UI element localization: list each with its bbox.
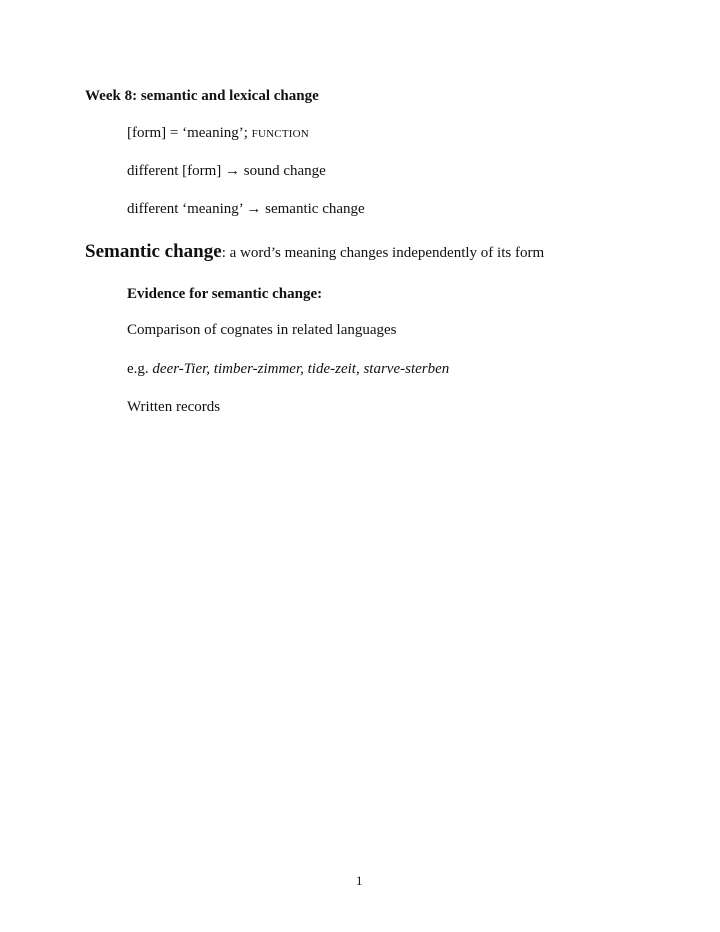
written-records-line: Written records bbox=[127, 399, 221, 415]
sound-change-line: different [form] → sound change bbox=[127, 163, 326, 179]
example-words: deer-Tier, timber-zimmer, tide-zeit, starve-sterben bbox=[152, 361, 450, 377]
semantic-change-line: different ‘meaning’ → semantic change bbox=[127, 201, 365, 217]
form-meaning-line bbox=[127, 124, 309, 143]
document-heading: Week 8: semantic and lexical change bbox=[85, 88, 319, 104]
page-number: 1 bbox=[356, 873, 363, 888]
form-meaning-text: [form] = ‘meaning’; bbox=[127, 125, 252, 141]
example-line bbox=[127, 360, 449, 378]
cognates-line: Comparison of cognates in related languages bbox=[127, 322, 397, 338]
semantic-change-term: Semantic change bbox=[85, 241, 222, 262]
semantic-change-explanation: : a word’s meaning changes independently of its form bbox=[221, 245, 545, 261]
function-label: FUNCTION bbox=[251, 128, 309, 140]
example-prefix: e.g. bbox=[127, 361, 153, 377]
semantic-change-definition bbox=[85, 241, 544, 264]
evidence-heading: Evidence for semantic change: bbox=[127, 286, 323, 302]
